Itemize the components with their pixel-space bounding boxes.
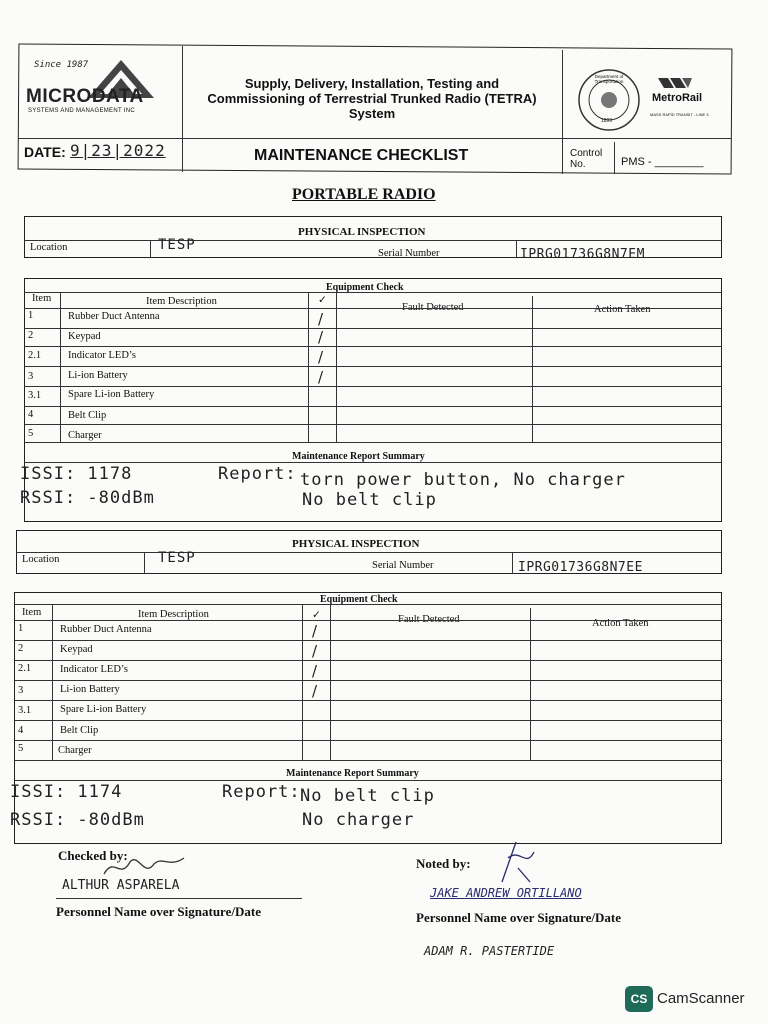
report-label-2: Report: bbox=[222, 782, 301, 802]
table-row: 4 bbox=[18, 725, 24, 736]
table-row: 4 bbox=[28, 409, 34, 420]
table-row: Keypad bbox=[68, 331, 101, 342]
table-row: Li-ion Battery bbox=[60, 684, 120, 695]
report-label-1: Report: bbox=[218, 464, 297, 484]
dotr-seal: Department of Transportation 1899 bbox=[577, 68, 641, 132]
table-row: 2 bbox=[28, 330, 34, 341]
rssi-1: RSSI: -80dBm bbox=[20, 488, 155, 508]
issi-2: ISSI: 1174 bbox=[10, 782, 123, 802]
date-label: DATE: bbox=[24, 144, 66, 160]
pms-field: PMS - ________ bbox=[621, 156, 704, 168]
table-row: Belt Clip bbox=[68, 410, 107, 421]
date-value: 9|23|2022 bbox=[70, 141, 166, 160]
table-row: Li-ion Battery bbox=[68, 370, 128, 381]
control-no-label: Control No. bbox=[570, 148, 603, 170]
location-value-1: TESP bbox=[158, 237, 196, 253]
issi-1: ISSI: 1178 bbox=[20, 464, 133, 484]
camscanner-icon: CS bbox=[625, 986, 653, 1012]
signature-noted bbox=[494, 838, 544, 886]
table-row: 3 bbox=[28, 371, 34, 382]
noted-name-2: ADAM R. PASTERTIDE bbox=[424, 944, 555, 958]
table-row: Keypad bbox=[60, 644, 93, 655]
checklist-title: MAINTENANCE CHECKLIST bbox=[254, 147, 469, 164]
table-row: 3.1 bbox=[18, 705, 32, 716]
table-row: Indicator LED’s bbox=[68, 350, 136, 361]
table-row: Belt Clip bbox=[60, 725, 99, 736]
serial-value-2: IPRG01736G8N7EE bbox=[518, 560, 643, 575]
location-value-2: TESP bbox=[158, 550, 196, 566]
rssi-2: RSSI: -80dBm bbox=[10, 810, 145, 830]
table-row: 2.1 bbox=[28, 350, 42, 361]
table-row: 1 bbox=[18, 623, 24, 634]
table-row: Spare Li-ion Battery bbox=[60, 704, 147, 715]
project-title: Supply, Delivery, Installation, Testing and Commissioning of Terrestrial Trunked Radio (TETRA) System bbox=[207, 76, 537, 121]
section-title: PORTABLE RADIO bbox=[292, 186, 436, 203]
table-row: Charger bbox=[68, 430, 102, 441]
table-row: 2.1 bbox=[18, 663, 32, 674]
table-row: Rubber Duct Antenna bbox=[68, 311, 160, 322]
table-row: Charger bbox=[58, 745, 92, 756]
metrorail-icon bbox=[658, 74, 694, 92]
metrorail-logo: MetroRail MASS RAPID TRANSIT - LINE 3 bbox=[648, 74, 728, 124]
report-line-2a: No belt clip bbox=[300, 786, 435, 806]
noted-name: JAKE ANDREW ORTILLANO bbox=[430, 886, 582, 900]
checked-name: ALTHUR ASPARELA bbox=[62, 878, 180, 893]
table-row: Indicator LED’s bbox=[60, 664, 128, 675]
camscanner-watermark: CS CamScanner bbox=[625, 986, 765, 1014]
table-row: Rubber Duct Antenna bbox=[60, 624, 152, 635]
table-row: 3 bbox=[18, 685, 24, 696]
table-row: 5 bbox=[18, 743, 24, 754]
table-row: 1 bbox=[28, 310, 34, 321]
microdata-logo: Since 1987 MICRODATA SYSTEMS AND MANAGEMENT INC bbox=[26, 58, 176, 130]
table-row: 5 bbox=[28, 428, 34, 439]
report-line-1a: torn power button, No charger bbox=[300, 470, 626, 490]
serial-value-1: IPRG01736G8N7EM bbox=[520, 247, 645, 262]
table-row: 2 bbox=[18, 643, 24, 654]
report-line-2b: No charger bbox=[302, 810, 415, 830]
table-row: Spare Li-ion Battery bbox=[68, 389, 155, 400]
report-line-1b: No belt clip bbox=[302, 490, 437, 510]
table-row: 3.1 bbox=[28, 390, 42, 401]
